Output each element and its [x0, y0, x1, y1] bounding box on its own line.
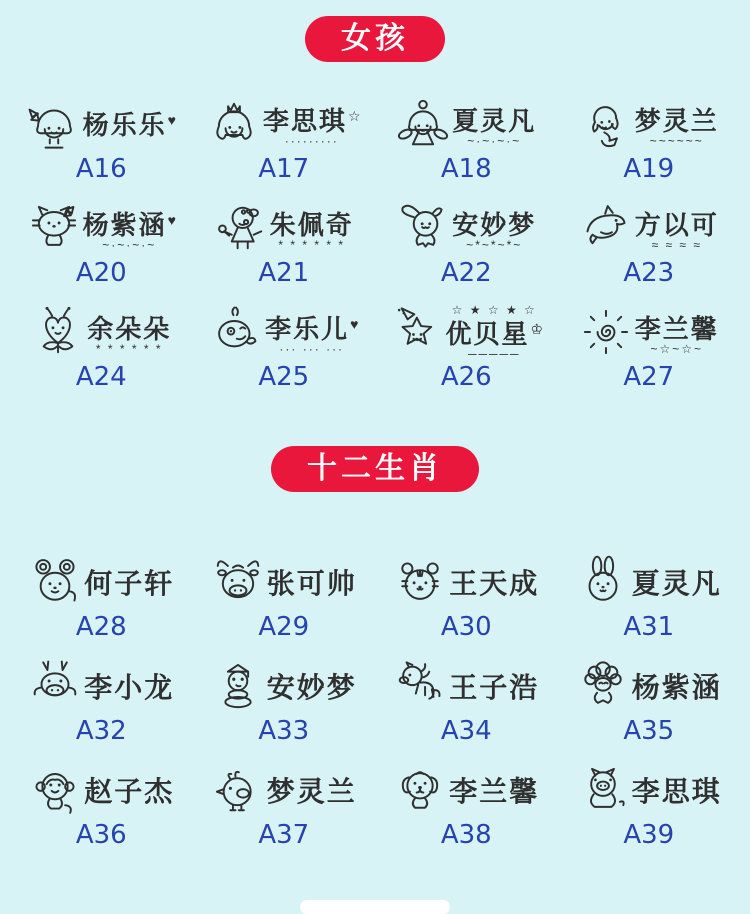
- stamp-design: [396, 97, 536, 151]
- stamp-code: A31: [623, 611, 675, 642]
- sun-swirl-icon: [579, 305, 633, 359]
- stamp-name: 李小龙: [84, 671, 175, 703]
- party-star-icon: [389, 305, 443, 359]
- stamp-item-a16[interactable]: [10, 88, 193, 192]
- rabbit-icon: [576, 555, 630, 609]
- stamp-design: [211, 659, 357, 713]
- stamp-item-a28[interactable]: [10, 546, 193, 650]
- ox-icon: [211, 555, 265, 609]
- stamp-item-a39[interactable]: [558, 754, 741, 858]
- stamp-design: [576, 555, 722, 609]
- stamp-name: 朱佩奇: [269, 210, 354, 240]
- decoration-underline: ~*~*~*~: [466, 238, 523, 252]
- stamp-name: 安妙梦: [266, 671, 357, 703]
- stamp-name: 优贝星: [445, 319, 530, 349]
- dolphin-icon: [579, 201, 633, 255]
- stamp-item-a24[interactable]: [10, 296, 193, 400]
- stamp-design: [393, 659, 539, 713]
- stamp-item-a30[interactable]: [375, 546, 558, 650]
- decoration-top: ☆ ★ ☆ ★ ☆: [451, 303, 537, 317]
- whale-icon: [209, 305, 263, 359]
- stamp-name: 夏灵凡: [452, 106, 537, 136]
- stamp-design: [579, 97, 719, 151]
- stamp-name: 安妙梦: [452, 210, 537, 240]
- stamp-design: [393, 763, 539, 817]
- stamp-item-a21[interactable]: [193, 192, 376, 296]
- decoration-suffix: ♥: [167, 212, 176, 228]
- stamp-design: [576, 659, 722, 713]
- stamp-name: 王天成: [449, 567, 540, 599]
- stamp-code: A33: [258, 715, 310, 746]
- stamp-design: [28, 763, 174, 817]
- stamp-design: [576, 763, 722, 817]
- decoration-underline: ≈ ≈ ≈ ≈: [651, 238, 702, 252]
- stamp-code: A20: [75, 257, 127, 288]
- sheep-icon: [576, 659, 630, 713]
- stamp-item-a29[interactable]: [193, 546, 376, 650]
- decoration-underline: ~~~~~~: [649, 134, 704, 148]
- stamp-code: A36: [75, 819, 127, 850]
- peppa-pig-icon: [214, 201, 268, 255]
- stamp-design: [389, 304, 543, 359]
- decoration-suffix: ♔: [530, 321, 544, 337]
- heart-sprout-icon: [31, 305, 85, 359]
- stamp-code: A26: [440, 362, 492, 392]
- stamp-design: [211, 763, 357, 817]
- stamp-design: [27, 97, 176, 151]
- girls-grid: [0, 88, 750, 400]
- stamp-item-a27[interactable]: [558, 296, 741, 400]
- stamp-design: [579, 201, 719, 255]
- chick-icon: [211, 763, 265, 817]
- stamp-item-a17[interactable]: [193, 88, 376, 192]
- stamp-item-a25[interactable]: [193, 296, 376, 400]
- stamp-item-a19[interactable]: [558, 88, 741, 192]
- stamp-item-a23[interactable]: [558, 192, 741, 296]
- stamp-name: 夏灵凡: [631, 567, 722, 599]
- stamp-code: A35: [623, 715, 675, 746]
- stamp-code: A29: [258, 611, 310, 642]
- section-zodiac: [0, 446, 750, 858]
- stamp-item-a35[interactable]: [558, 650, 741, 754]
- horse-icon: [393, 659, 447, 713]
- decoration-suffix: ☆: [347, 108, 361, 124]
- stamp-code: A25: [258, 361, 310, 392]
- stamp-name: 张可帅: [266, 567, 357, 599]
- stamp-item-a22[interactable]: [375, 192, 558, 296]
- zodiac-grid: [0, 546, 750, 858]
- stamp-name: 余朵朵: [87, 314, 172, 344]
- next-section-badge-partial: [300, 900, 450, 914]
- stamp-name: 杨紫涵: [631, 671, 722, 703]
- monkey-icon: [28, 763, 82, 817]
- tiger-icon: [393, 555, 447, 609]
- zodiac-section-badge: 十二生肖: [271, 446, 479, 492]
- kitty-cat-icon: [27, 201, 81, 255]
- stamp-design: [214, 201, 354, 255]
- stamp-name: 梦灵兰: [634, 106, 719, 136]
- stamp-name: 李乐儿: [265, 314, 350, 344]
- stamp-item-a18[interactable]: [375, 88, 558, 192]
- stamp-name: 何子轩: [84, 567, 175, 599]
- dragon-icon: [28, 659, 82, 713]
- decoration-underline: ~☆~☆~: [650, 342, 704, 356]
- stamp-code: A38: [440, 819, 492, 850]
- stamp-design: [396, 201, 536, 255]
- stamp-name: 李兰馨: [634, 314, 719, 344]
- decoration-underline: ··· ··· ···: [279, 342, 345, 356]
- stamp-item-a32[interactable]: [10, 650, 193, 754]
- stamp-code: A32: [75, 715, 127, 746]
- decoration-underline: * * * * * *: [278, 238, 346, 252]
- stamp-catalog: [0, 16, 750, 858]
- stamp-design: [393, 555, 539, 609]
- mermaid-icon: [579, 97, 633, 151]
- stamp-name: 王子浩: [449, 671, 540, 703]
- stamp-item-a36[interactable]: [10, 754, 193, 858]
- stamp-name: 方以可: [634, 210, 719, 240]
- stamp-item-a33[interactable]: [193, 650, 376, 754]
- stamp-item-a20[interactable]: [10, 192, 193, 296]
- decoration-underline: ~·~·~·~: [467, 134, 522, 148]
- stamp-code: A18: [440, 153, 492, 184]
- melody-rabbit-icon: [396, 201, 450, 255]
- stamp-design: [209, 305, 358, 359]
- fairy-girl-icon: [396, 97, 450, 151]
- stamp-item-a34[interactable]: [375, 650, 558, 754]
- stamp-code: A19: [623, 153, 675, 184]
- stamp-name: 梦灵兰: [266, 775, 357, 807]
- girl-crown-icon: [207, 97, 261, 151]
- stamp-code: A37: [258, 819, 310, 850]
- girls-section-badge: 女孩: [305, 16, 445, 62]
- stamp-design: [579, 305, 719, 359]
- decoration-underline: * * * * * *: [95, 342, 163, 356]
- pig-icon: [576, 763, 630, 817]
- stamp-item-a26[interactable]: [375, 296, 558, 400]
- decoration-suffix: ♥: [350, 316, 359, 332]
- stamp-name: 杨乐乐: [82, 110, 167, 140]
- section-girls: [0, 16, 750, 400]
- stamp-name: 李兰馨: [449, 775, 540, 807]
- stamp-design: [27, 201, 176, 255]
- decoration-underline: ─────: [467, 347, 521, 361]
- stamp-design: [28, 659, 174, 713]
- stamp-code: A30: [440, 611, 492, 642]
- stamp-code: A28: [75, 611, 127, 642]
- stamp-code: A17: [258, 153, 310, 184]
- snake-icon: [211, 659, 265, 713]
- stamp-code: A16: [75, 153, 127, 184]
- girl-bow-icon: [27, 97, 81, 151]
- decoration-underline: ~·~·~·~: [102, 238, 157, 252]
- stamp-code: A24: [75, 361, 127, 392]
- decoration-suffix: ♥: [167, 112, 176, 128]
- stamp-item-a38[interactable]: [375, 754, 558, 858]
- stamp-design: [28, 555, 174, 609]
- stamp-code: A21: [258, 257, 310, 288]
- stamp-code: A22: [440, 257, 492, 288]
- stamp-code: A27: [623, 361, 675, 392]
- stamp-name: 杨紫涵: [82, 210, 167, 240]
- stamp-code: A23: [623, 257, 675, 288]
- stamp-name: 李思琪: [262, 106, 347, 136]
- stamp-item-a31[interactable]: [558, 546, 741, 650]
- stamp-code: A39: [623, 819, 675, 850]
- rat-icon: [28, 555, 82, 609]
- stamp-design: [211, 555, 357, 609]
- dog-icon: [393, 763, 447, 817]
- stamp-name: 李思琪: [631, 775, 722, 807]
- decoration-underline: ·········: [284, 134, 339, 148]
- stamp-item-a37[interactable]: [193, 754, 376, 858]
- stamp-code: A34: [440, 715, 492, 746]
- stamp-name: 赵子杰: [84, 775, 175, 807]
- stamp-design: [31, 305, 171, 359]
- stamp-design: [207, 97, 361, 151]
